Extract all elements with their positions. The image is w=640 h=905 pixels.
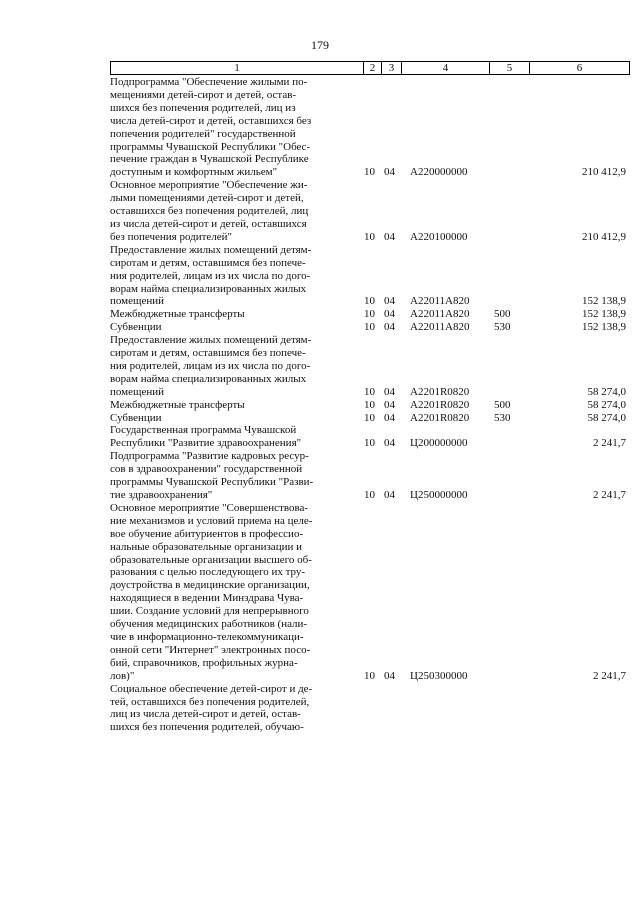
row-name bbox=[110, 683, 355, 735]
table-row bbox=[110, 244, 630, 309]
cell-c4: А2201R0820 bbox=[410, 385, 470, 398]
table-row bbox=[110, 502, 630, 683]
cell-c6: 58 274,0 bbox=[587, 411, 626, 424]
cell-c2: 10 bbox=[364, 411, 375, 424]
header-col-3: 3 bbox=[381, 62, 401, 74]
cell-c6: 152 138,9 bbox=[582, 321, 626, 334]
row-name-line: нальные образовательные организации и bbox=[110, 540, 302, 553]
row-name-line: Предоставление жилых помещений детям- bbox=[110, 243, 312, 256]
row-name-line: разования с целью последующего их тру- bbox=[110, 566, 306, 579]
page-number: 179 bbox=[311, 38, 329, 52]
cell-c6: 58 274,0 bbox=[587, 398, 626, 411]
row-name-line: доступным и комфортным жильем" bbox=[110, 166, 278, 179]
cell-c4: А220100000 bbox=[410, 230, 468, 243]
cell-c3: 04 bbox=[384, 411, 395, 424]
cell-c3: 04 bbox=[384, 385, 395, 398]
row-name-line: тей, оставшихся без попечения родителей, bbox=[110, 695, 310, 708]
row-name-line: образовательные организации высшего об- bbox=[110, 553, 312, 566]
cell-c3: 04 bbox=[384, 321, 395, 334]
cell-c3: 04 bbox=[384, 295, 395, 308]
table-body bbox=[110, 76, 630, 734]
row-name-line: Социальное обеспечение детей-сирот и де- bbox=[110, 682, 313, 695]
row-name-line: ворам найма специализированных жилых bbox=[110, 282, 307, 295]
cell-c2: 10 bbox=[364, 669, 375, 682]
row-name bbox=[110, 308, 355, 321]
cell-c4: А2201R0820 bbox=[410, 411, 470, 424]
row-name-line: сиротам и детям, оставшимся без попече- bbox=[110, 347, 306, 360]
cell-c2: 10 bbox=[364, 308, 375, 321]
cell-c3: 04 bbox=[384, 230, 395, 243]
row-name-line: сиротам и детям, оставшимся без попече- bbox=[110, 256, 306, 269]
header-col-4: 4 bbox=[401, 62, 489, 74]
cell-c3: 04 bbox=[384, 489, 395, 501]
header-col-5: 5 bbox=[489, 62, 529, 74]
row-name-line: лиц из числа детей-сирот и детей, остав- bbox=[110, 708, 301, 721]
row-name-line: сов в здравоохранении" государственной bbox=[110, 463, 303, 476]
cell-c4: А22011А820 bbox=[410, 308, 470, 321]
row-name-line: помещений bbox=[110, 385, 165, 398]
row-name-line: из числа детей-сирот и детей, оставшихся bbox=[110, 217, 307, 230]
table-row bbox=[110, 179, 630, 244]
cell-c4: Ц250000000 bbox=[410, 489, 468, 501]
row-name-line: Предоставление жилых помещений детям- bbox=[110, 334, 312, 347]
cell-c4: А22011А820 bbox=[410, 295, 470, 308]
cell-c3: 04 bbox=[384, 669, 395, 682]
cell-c6: 2 241,7 bbox=[593, 489, 626, 501]
cell-c3: 04 bbox=[384, 308, 395, 321]
row-name-line: без попечения родителей" bbox=[110, 230, 233, 243]
row-name-line: чие в информационно-телекоммуникаци- bbox=[110, 630, 304, 643]
row-name-line: оставшихся без попечения родителей, лиц bbox=[110, 205, 309, 218]
cell-c6: 2 241,7 bbox=[593, 669, 626, 682]
cell-c4: А2201R0820 bbox=[410, 398, 470, 411]
cell-c5: 530 bbox=[494, 411, 511, 424]
cell-c2: 10 bbox=[364, 385, 375, 398]
cell-c3: 04 bbox=[384, 398, 395, 411]
row-name bbox=[110, 450, 355, 502]
row-name-line: числа детей-сирот и детей, оставшихся без bbox=[110, 114, 312, 127]
row-name bbox=[110, 76, 355, 179]
row-name bbox=[110, 244, 355, 309]
cell-c5: 530 bbox=[494, 321, 511, 334]
table-row bbox=[110, 334, 630, 399]
cell-c5: 500 bbox=[494, 398, 511, 411]
table-row bbox=[110, 424, 630, 450]
table-row bbox=[110, 321, 630, 334]
cell-c6: 58 274,0 bbox=[587, 385, 626, 398]
row-name-line: ния родителей, лицам из их числа по дого- bbox=[110, 359, 311, 372]
row-name-line: Республики "Развитие здравоохранения" bbox=[110, 437, 302, 450]
cell-c5: 500 bbox=[494, 308, 511, 321]
row-name-line: шихся без попечения родителей, обучаю- bbox=[110, 721, 304, 734]
header-col-6: 6 bbox=[529, 62, 629, 74]
row-name-line: лов)" bbox=[110, 669, 135, 682]
cell-c2: 10 bbox=[364, 321, 375, 334]
row-name-line: программы Чувашской Республики "Разви- bbox=[110, 476, 314, 489]
row-name-line: помещений bbox=[110, 295, 165, 308]
cell-c2: 10 bbox=[364, 398, 375, 411]
row-name-line: Подпрограмма "Обеспечение жилыми по- bbox=[110, 76, 308, 88]
row-name-line: онной сети "Интернет" электронных посо- bbox=[110, 643, 311, 656]
row-name bbox=[110, 502, 355, 683]
cell-c4: Ц200000000 bbox=[410, 437, 468, 450]
row-name bbox=[110, 334, 355, 399]
row-name-line: Межбюджетные трансферты bbox=[110, 308, 245, 321]
row-name-line: Основное мероприятие "Совершенствова- bbox=[110, 501, 309, 514]
row-name-line: мещениями детей-сирот и детей, остав- bbox=[110, 88, 297, 101]
table-row bbox=[110, 308, 630, 321]
row-name bbox=[110, 412, 355, 425]
row-name-line: печение граждан в Чувашской Республике bbox=[110, 153, 309, 166]
cell-c2: 10 bbox=[364, 295, 375, 308]
cell-c4: А220000000 bbox=[410, 166, 468, 179]
table-row bbox=[110, 450, 630, 502]
header-col-1: 1 bbox=[234, 62, 240, 74]
cell-c3: 04 bbox=[384, 437, 395, 450]
row-name-line: ворам найма специализированных жилых bbox=[110, 372, 307, 385]
row-name-line: вое обучение абитуриентов в профессио- bbox=[110, 527, 304, 540]
row-name bbox=[110, 399, 355, 412]
cell-c2: 10 bbox=[364, 489, 375, 501]
row-name-line: ния родителей, лицам из их числа по дого- bbox=[110, 269, 311, 282]
row-name-line: Государственная программа Чувашской bbox=[110, 424, 297, 437]
cell-c6: 152 138,9 bbox=[582, 295, 626, 308]
row-name-line: попечения родителей" государственной bbox=[110, 127, 296, 140]
row-name-line: бий, справочников, профильных журна- bbox=[110, 656, 298, 669]
cell-c6: 210 412,9 bbox=[582, 230, 626, 243]
table-row bbox=[110, 76, 630, 179]
row-name-line: Субвенции bbox=[110, 321, 162, 334]
table-row bbox=[110, 399, 630, 412]
cell-c2: 10 bbox=[364, 166, 375, 179]
row-name-line: шии. Создание условий для непрерывного bbox=[110, 605, 309, 618]
row-name bbox=[110, 424, 355, 450]
row-name-line: Основное мероприятие "Обеспечение жи- bbox=[110, 179, 308, 192]
cell-c2: 10 bbox=[364, 230, 375, 243]
row-name-line: тие здравоохранения" bbox=[110, 489, 213, 501]
cell-c6: 152 138,9 bbox=[582, 308, 626, 321]
row-name-line: лыми помещениями детей-сирот и детей, bbox=[110, 192, 304, 205]
cell-c4: А22011А820 bbox=[410, 321, 470, 334]
row-name-line: программы Чувашской Республики "Обес- bbox=[110, 140, 311, 153]
cell-c3: 04 bbox=[384, 166, 395, 179]
table-row bbox=[110, 412, 630, 425]
header-col-2: 2 bbox=[363, 62, 381, 74]
row-name-line: Подпрограмма "Развитие кадровых ресур- bbox=[110, 450, 309, 463]
row-name-line: доустройства в медицинские организации, bbox=[110, 579, 310, 592]
table-header bbox=[110, 61, 630, 75]
row-name-line: шихся без попечения родителей, лиц из bbox=[110, 101, 296, 114]
row-name-line: обучения медицинских работников (нали- bbox=[110, 618, 308, 631]
row-name bbox=[110, 179, 355, 244]
row-name-line: ние механизмов и условий приема на целе- bbox=[110, 514, 313, 527]
row-name-line: находящиеся в ведении Минздрава Чува- bbox=[110, 592, 304, 605]
cell-c2: 10 bbox=[364, 437, 375, 450]
row-name bbox=[110, 321, 355, 334]
cell-c4: Ц250300000 bbox=[410, 669, 468, 682]
row-name-line: Субвенции bbox=[110, 411, 162, 424]
cell-c6: 2 241,7 bbox=[593, 437, 626, 450]
cell-c6: 210 412,9 bbox=[582, 166, 626, 179]
table-row bbox=[110, 683, 630, 735]
row-name-line: Межбюджетные трансферты bbox=[110, 398, 245, 411]
